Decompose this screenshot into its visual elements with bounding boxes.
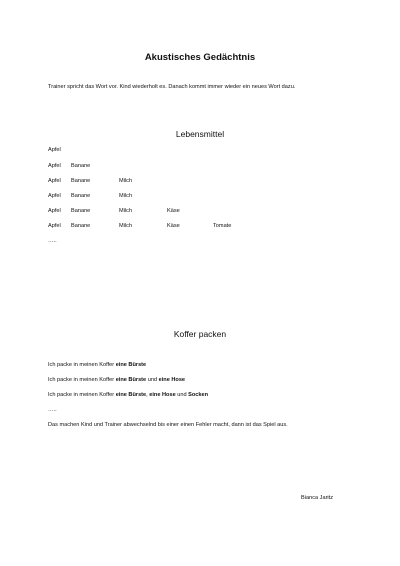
word: Apfel	[48, 178, 61, 184]
sentence-text: Ich packe in meinen Koffer	[48, 392, 116, 398]
word: Banane	[71, 178, 91, 184]
item-bold: eine Bürste	[115, 377, 147, 383]
item-bold: eine Hose	[149, 392, 176, 398]
word: Käse	[167, 223, 180, 229]
word: Banane	[71, 163, 91, 169]
item-bold: eine Bürste	[115, 362, 147, 368]
word: Apfel	[48, 208, 61, 214]
word: Milch	[119, 208, 133, 214]
sentence-text: und	[146, 377, 159, 383]
author-signature: Bianca Jaritz	[301, 495, 334, 501]
sentence-line	[48, 392, 208, 398]
sentence-line	[48, 377, 185, 383]
word: Banane	[71, 208, 91, 214]
sentence-text: und	[175, 392, 189, 398]
word: Apfel	[48, 163, 61, 169]
item-bold: Socken	[188, 392, 209, 398]
sentence-line	[48, 362, 146, 368]
word: Apfel	[48, 223, 61, 229]
word: Banane	[71, 223, 91, 229]
ellipsis: …..	[48, 407, 57, 413]
sentence-text: Ich packe in meinen Koffer	[48, 377, 116, 383]
closing-text: Das machen Kind und Trainer abwechselnd bis einer einen Fehler macht, dann ist das Spiel aus.	[48, 422, 288, 428]
word: Apfel	[48, 147, 61, 153]
word: Apfel	[48, 193, 61, 199]
word: Milch	[119, 223, 133, 229]
item-bold: eine Bürste	[115, 392, 147, 398]
word: Banane	[71, 193, 91, 199]
word: Milch	[119, 178, 133, 184]
ellipsis: …..	[48, 238, 57, 244]
section-heading-koffer-packen: Koffer packen	[173, 329, 227, 339]
word: Milch	[119, 193, 133, 199]
word: Käse	[167, 208, 180, 214]
sentence-text: ,	[146, 392, 150, 398]
sentence-text: Ich packe in meinen Koffer	[48, 362, 116, 368]
word: Tomate	[213, 223, 232, 229]
section-heading-lebensmittel: Lebensmittel	[175, 129, 225, 139]
instruction-text: Trainer spricht das Wort vor. Kind wiederholt es. Danach kommt immer wieder ein neues Wort dazu.	[48, 84, 296, 90]
item-bold: eine Hose	[158, 377, 186, 383]
page-title: Akustisches Gedächtnis	[144, 52, 256, 63]
